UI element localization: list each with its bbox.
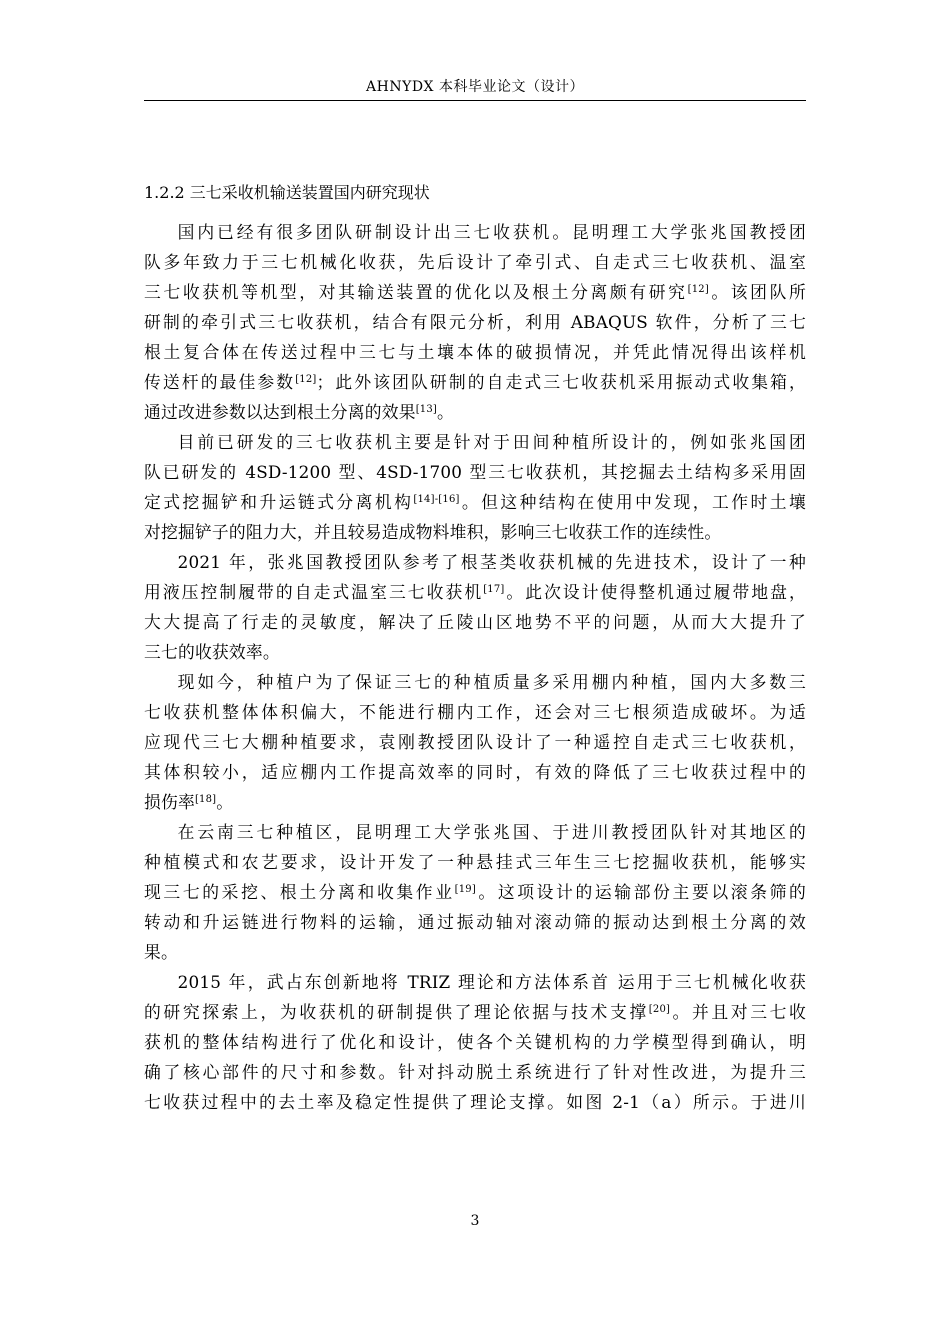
citation: [13] [415, 404, 438, 415]
citation: [20] [648, 1004, 671, 1015]
text-line: 队多年致力于三七机械化收获，先后设计了牵引式、自走式三七收获机、温室 [144, 252, 806, 272]
paragraph-3 [144, 547, 806, 667]
citation: [18] [194, 794, 217, 805]
citation: [12] [687, 284, 709, 295]
text-line: 种植模式和农艺要求，设计开发了一种悬挂式三年生三七挖掘收获机，能够实 [144, 852, 806, 872]
paragraph-4 [144, 667, 806, 817]
citation: [12] [295, 374, 317, 385]
paragraph-2 [144, 427, 806, 547]
text-line: 现三七的采挖、根土分离和收集作业[19]。这项设计的运输部份主要以滚条筛的 [144, 882, 807, 902]
paragraph-6 [144, 967, 806, 1117]
text-line: 现如今，种植户为了保证三七的种植质量多采用棚内种植，国内大多数三 [177, 672, 806, 692]
citation: [14]-[16] [413, 494, 460, 505]
text-line: 研制的牵引式三七收获机，结合有限元分析，利用 ABAQUS 软件，分析了三七 [144, 312, 806, 332]
citation: [19] [454, 884, 476, 895]
text-line: 七收获过程中的去土率及稳定性提供了理论支撑。如图 2-1（a）所示。于进川 [144, 1092, 806, 1112]
text-line: 定式挖掘铲和升运链式分离机构[14]-[16]。但这种结构在使用中发现，工作时土壤 [144, 492, 806, 512]
text-line: 应现代三七大棚种植要求，袁刚教授团队设计了一种遥控自走式三七收获机， [144, 732, 806, 752]
text-line: 的研究探索上，为收获机的研制提供了理论依据与技术支撑[20]。并且对三七收 [144, 1002, 807, 1022]
text-line: 三七的收获效率。 [144, 642, 280, 662]
text-line: 七收获机整体体积偏大，不能进行棚内工作，还会对三七根须造成破坏。为适 [144, 702, 806, 722]
text-line: 转动和升运链进行物料的运输，通过振动轴对滚动筛的振动达到根土分离的效 [144, 912, 806, 932]
running-header: AHNYDX 本科毕业论文（设计） [366, 79, 584, 95]
text-line: 确了核心部件的尺寸和参数。针对抖动脱土系统进行了针对性改进，为提升三 [144, 1062, 806, 1082]
text-line: 果。 [144, 942, 178, 962]
text-line: 队已研发的 4SD-1200 型、4SD-1700 型三七收获机，其挖掘去土结构多采用固 [144, 462, 806, 482]
paragraph-1 [144, 217, 806, 427]
text-line: 大大提高了行走的灵敏度，解决了丘陵山区地势不平的问题，从而大大提升了 [144, 612, 806, 632]
page-number: 3 [470, 1213, 480, 1229]
citation: [17] [483, 584, 505, 595]
text-line: 2015 年，武占东创新地将 TRIZ 理论和方法体系首 运用于三七机械化收获 [177, 972, 806, 992]
text-line: 三七收获机等机型，对其输送装置的优化以及根土分离颇有研究[12]。该团队所 [144, 282, 806, 302]
text-line: 损伤率[18]。 [144, 792, 234, 812]
text-line: 国内已经有很多团队研制设计出三七收获机。昆明理工大学张兆国教授团 [177, 222, 806, 242]
text-line: 在云南三七种植区，昆明理工大学张兆国、于进川教授团队针对其地区的 [177, 822, 806, 842]
text-line: 2021 年，张兆国教授团队参考了根茎类收获机械的先进技术，设计了一种 [177, 552, 806, 572]
header-rule [144, 100, 806, 101]
paragraph-5 [144, 817, 806, 967]
text-line: 用液压控制履带的自走式温室三七收获机[17]。此次设计使得整机通过履带地盘， [144, 582, 807, 602]
text-line: 目前已研发的三七收获机主要是针对于田间种植所设计的，例如张兆国团 [177, 432, 806, 452]
section-heading: 1.2.2 三七采收机输送装置国内研究现状 [144, 183, 430, 202]
text-line: 对挖掘铲子的阻力大，并且较易造成物料堆积，影响三七收获工作的连续性。 [144, 522, 722, 542]
text-line: 根土复合体在传送过程中三七与土壤本体的破损情况，并凭此情况得出该样机 [144, 342, 806, 362]
text-line: 传送杆的最佳参数[12]；此外该团队研制的自走式三七收获机采用振动式收集箱， [144, 372, 806, 392]
text-line: 获机的整体结构进行了优化和设计，使各个关键机构的力学模型得到确认，明 [144, 1032, 806, 1052]
text-line: 其体积较小，适应棚内工作提高效率的同时，有效的降低了三七收获过程中的 [144, 762, 806, 782]
text-line: 通过改进参数以达到根土分离的效果[13]。 [144, 402, 455, 422]
body-content [144, 183, 806, 1117]
